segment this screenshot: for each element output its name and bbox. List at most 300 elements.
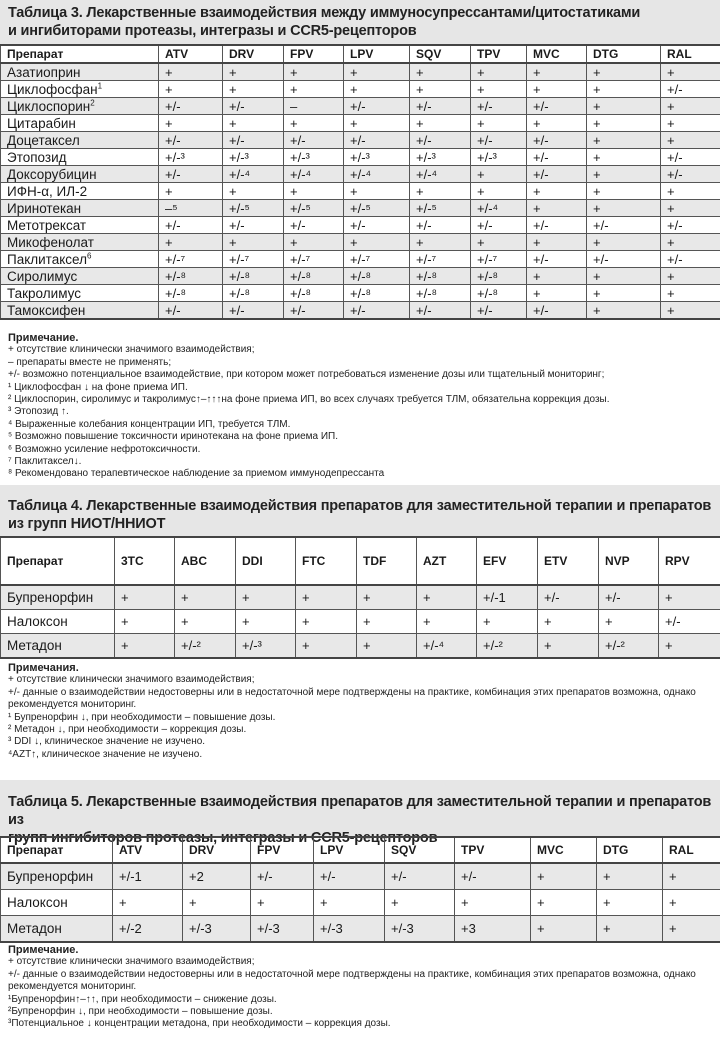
interaction-cell: + xyxy=(531,863,597,890)
table-row xyxy=(1,863,720,890)
note-line: ²Бупренорфин ↓, при необходимости – повышение дозы. xyxy=(8,1006,273,1018)
interaction-cell: + xyxy=(471,234,527,251)
table-row xyxy=(1,132,720,149)
interaction-cell: + xyxy=(175,585,236,610)
interaction-cell: +/- xyxy=(284,302,344,320)
interaction-cell: + xyxy=(527,183,587,200)
interaction-cell: +/-⁸ xyxy=(284,268,344,285)
column-header: TPV xyxy=(455,837,531,863)
interaction-cell: +/-⁸ xyxy=(471,268,527,285)
note-line: + отсутствие клинически значимого взаимодействия; xyxy=(8,956,255,968)
drug-name-cell xyxy=(1,285,159,302)
interaction-cell: +/- xyxy=(284,217,344,234)
interaction-cell: +2 xyxy=(183,863,251,890)
interaction-cell: + xyxy=(113,890,183,916)
interaction-cell: + xyxy=(455,890,531,916)
table-row xyxy=(1,63,720,81)
interaction-cell: + xyxy=(471,166,527,183)
interaction-cell: +/- xyxy=(527,98,587,115)
interaction-cell: +/- xyxy=(344,302,410,320)
interaction-cell: +/- xyxy=(661,166,720,183)
interaction-cell: + xyxy=(587,166,661,183)
interaction-cell: + xyxy=(223,115,284,132)
note-line: ¹Бупренорфин↑–↑↑, при необходимости – снижение дозы. xyxy=(8,993,277,1005)
interaction-cell: +/-³ xyxy=(284,149,344,166)
table4-notes-heading: Примечания. xyxy=(8,662,79,674)
drug-name-cell xyxy=(1,890,113,916)
interaction-cell: +/- xyxy=(471,98,527,115)
drug-name: Налоксон xyxy=(7,614,68,629)
interaction-cell: + xyxy=(661,234,720,251)
note-line: ⁸ Рекомендовано терапевтическое наблюдение за приемом иммунодепрессанта xyxy=(8,468,385,480)
interaction-cell: + xyxy=(357,585,417,610)
interaction-cell: +/- xyxy=(471,302,527,320)
interaction-cell: + xyxy=(344,115,410,132)
drug-name: Цитарабин xyxy=(7,115,76,131)
footnote-ref: 6 xyxy=(86,251,92,260)
drug-name-cell xyxy=(1,98,159,115)
interaction-cell: +/-⁷ xyxy=(344,251,410,268)
interaction-cell: +/-² xyxy=(477,634,538,659)
interaction-cell: + xyxy=(284,183,344,200)
interaction-cell: +/- xyxy=(659,610,720,634)
interaction-cell: + xyxy=(410,63,471,81)
table5-header-row xyxy=(1,837,720,863)
column-header: FPV xyxy=(284,45,344,63)
drug-name: Такролимус xyxy=(7,285,81,301)
interaction-cell: + xyxy=(410,183,471,200)
drug-name-cell xyxy=(1,251,159,268)
interaction-cell: + xyxy=(296,634,357,659)
interaction-cell: +/- xyxy=(284,132,344,149)
interaction-cell: +/-⁸ xyxy=(223,285,284,302)
interaction-cell: +/- xyxy=(344,217,410,234)
interaction-cell: +/- xyxy=(223,132,284,149)
note-line: +/- данные о взаимодействии недостоверны или в недостаточной мере подтверждены на практике, комбинация этих препаратов возможна, однако рекомендуется мониторинг. xyxy=(8,968,696,993)
interaction-cell: +/- xyxy=(527,217,587,234)
table4-title-line2: из групп НИОТ/ННИОТ xyxy=(8,516,166,532)
column-header: ATV xyxy=(159,45,223,63)
interaction-cell: +/-⁷ xyxy=(223,251,284,268)
interaction-cell: +/-⁸ xyxy=(159,268,223,285)
table5 xyxy=(0,836,720,943)
table3-title-band xyxy=(0,0,720,44)
table5-title-line2: групп ингибиторов протеазы, интегразы и CCR5-рецепторов xyxy=(8,830,438,846)
interaction-cell: +/- xyxy=(251,863,314,890)
note-line: – препараты вместе не применять; xyxy=(8,356,172,368)
column-header: FTC xyxy=(296,537,357,585)
table3-notes-heading: Примечание. xyxy=(8,332,79,344)
column-header: TDF xyxy=(357,537,417,585)
note-line: + отсутствие клинически значимого взаимодействия; xyxy=(8,344,255,356)
interaction-cell: +/- xyxy=(410,132,471,149)
interaction-cell: + xyxy=(471,183,527,200)
interaction-cell: + xyxy=(284,81,344,98)
interaction-cell: +/- xyxy=(661,217,720,234)
drug-name: Паклитаксел xyxy=(7,251,87,267)
interaction-cell: + xyxy=(531,890,597,916)
interaction-cell: +/-⁵ xyxy=(223,200,284,217)
interaction-cell: +/-⁴ xyxy=(410,166,471,183)
interaction-cell: + xyxy=(587,200,661,217)
interaction-cell: +/-3 xyxy=(385,916,455,943)
interaction-cell: + xyxy=(661,268,720,285)
interaction-cell: +/-³ xyxy=(159,149,223,166)
interaction-cell: +/-² xyxy=(599,634,659,659)
interaction-cell: +/-³ xyxy=(236,634,296,659)
interaction-cell: +/- xyxy=(527,132,587,149)
table-row xyxy=(1,890,720,916)
column-header: RPV xyxy=(659,537,720,585)
interaction-cell: +/- xyxy=(471,217,527,234)
column-header: DRV xyxy=(223,45,284,63)
interaction-cell: +/-⁴ xyxy=(284,166,344,183)
interaction-cell: +/- xyxy=(159,98,223,115)
table5-title-line1: Таблица 5. Лекарственные взаимодействия препаратов для заместительной терапии и препаратов из xyxy=(8,794,712,828)
interaction-cell: + xyxy=(597,890,663,916)
note-line: ¹ Бупренорфин ↓, при необходимости – повышение дозы. xyxy=(8,711,276,723)
interaction-cell: + xyxy=(471,81,527,98)
interaction-cell: + xyxy=(284,63,344,81)
interaction-cell: + xyxy=(284,234,344,251)
table4 xyxy=(0,536,720,659)
column-header: ETV xyxy=(538,537,599,585)
drug-name-cell xyxy=(1,200,159,217)
interaction-cell: + xyxy=(538,634,599,659)
interaction-cell: +/-3 xyxy=(314,916,385,943)
interaction-cell: –⁵ xyxy=(159,200,223,217)
drug-name-cell xyxy=(1,132,159,149)
column-header: TPV xyxy=(471,45,527,63)
interaction-cell: + xyxy=(115,585,175,610)
table4-header-row xyxy=(1,537,720,585)
interaction-cell: +/-³ xyxy=(344,149,410,166)
table4-title-band xyxy=(0,485,720,536)
table-row xyxy=(1,149,720,166)
interaction-cell: + xyxy=(314,890,385,916)
interaction-cell: +/-3 xyxy=(251,916,314,943)
drug-name-cell xyxy=(1,63,159,81)
drug-name-cell xyxy=(1,234,159,251)
interaction-cell: + xyxy=(223,81,284,98)
interaction-cell: +/- xyxy=(223,98,284,115)
drug-name-cell xyxy=(1,634,115,659)
note-line: ² Циклоспорин, сиролимус и такролимус↑–↑↑↑на фоне приема ИП, во всех случаях требуется ТЛМ, обязательна коррекция дозы. xyxy=(8,394,610,406)
interaction-cell: + xyxy=(587,302,661,320)
interaction-cell: +/- xyxy=(661,81,720,98)
drug-name-cell xyxy=(1,610,115,634)
interaction-cell: +/-⁴ xyxy=(344,166,410,183)
table3-title-line2: и ингибиторами протеазы, интегразы и CCR5-рецепторов xyxy=(8,23,417,39)
table-row xyxy=(1,217,720,234)
interaction-cell: +/- xyxy=(314,863,385,890)
interaction-cell: +/-⁸ xyxy=(410,285,471,302)
table-row xyxy=(1,916,720,943)
drug-name: Метадон xyxy=(7,921,62,936)
interaction-cell: + xyxy=(527,63,587,81)
interaction-cell: +/-⁸ xyxy=(159,285,223,302)
drug-name: Метотрексат xyxy=(7,217,87,233)
interaction-cell: + xyxy=(344,234,410,251)
interaction-cell: + xyxy=(527,268,587,285)
drug-name: Иринотекан xyxy=(7,200,82,216)
interaction-cell: + xyxy=(410,115,471,132)
drug-name: Метадон xyxy=(7,638,62,653)
interaction-cell: + xyxy=(659,585,720,610)
drug-name-cell xyxy=(1,149,159,166)
drug-name: Бупренорфин xyxy=(7,590,94,605)
table3-container xyxy=(0,44,720,320)
drug-name: Бупренорфин xyxy=(7,869,94,884)
interaction-cell: +/- xyxy=(159,302,223,320)
interaction-cell: +/-⁴ xyxy=(223,166,284,183)
interaction-cell: +/-1 xyxy=(477,585,538,610)
interaction-cell: + xyxy=(587,63,661,81)
interaction-cell: + xyxy=(417,610,477,634)
interaction-cell: + xyxy=(159,115,223,132)
interaction-cell: +/- xyxy=(344,98,410,115)
table3-header-row xyxy=(1,45,720,63)
interaction-cell: +/-⁷ xyxy=(159,251,223,268)
footnote-ref: 2 xyxy=(90,98,95,107)
table-row xyxy=(1,634,720,659)
interaction-cell: + xyxy=(223,183,284,200)
table4-notes xyxy=(0,662,720,761)
column-header: Препарат xyxy=(1,45,159,63)
interaction-cell: + xyxy=(527,81,587,98)
interaction-cell: +/-⁵ xyxy=(284,200,344,217)
note-line: ³ Этопозид ↑. xyxy=(8,406,69,418)
drug-name-cell xyxy=(1,115,159,132)
interaction-cell: + xyxy=(159,183,223,200)
column-header: MVC xyxy=(527,45,587,63)
interaction-cell: + xyxy=(417,585,477,610)
interaction-cell: +/-⁸ xyxy=(344,285,410,302)
interaction-cell: + xyxy=(587,183,661,200)
table-row xyxy=(1,585,720,610)
interaction-cell: +/-⁸ xyxy=(223,268,284,285)
interaction-cell: +/- xyxy=(159,132,223,149)
interaction-cell: +/-³ xyxy=(410,149,471,166)
interaction-cell: + xyxy=(159,234,223,251)
interaction-cell: + xyxy=(410,234,471,251)
drug-name-cell xyxy=(1,302,159,320)
interaction-cell: +/-⁷ xyxy=(471,251,527,268)
interaction-cell: + xyxy=(599,610,659,634)
interaction-cell: + xyxy=(296,610,357,634)
interaction-cell: + xyxy=(663,890,720,916)
interaction-cell: +/-⁷ xyxy=(284,251,344,268)
table5-notes xyxy=(0,944,720,1031)
interaction-cell: + xyxy=(159,81,223,98)
interaction-cell: + xyxy=(661,285,720,302)
interaction-cell: +/- xyxy=(344,132,410,149)
table-row xyxy=(1,285,720,302)
interaction-cell: + xyxy=(527,115,587,132)
note-line: ³Потенциальное ↓ концентрации метадона, при необходимости – коррекция дозы. xyxy=(8,1018,391,1030)
drug-name: Доцетаксел xyxy=(7,132,80,148)
table5-notes-heading: Примечание. xyxy=(8,944,79,956)
interaction-cell: +/- xyxy=(223,302,284,320)
table-row xyxy=(1,268,720,285)
interaction-cell: +/-³ xyxy=(223,149,284,166)
column-header: DTG xyxy=(587,45,661,63)
interaction-cell: +3 xyxy=(455,916,531,943)
drug-name-cell xyxy=(1,81,159,98)
interaction-cell: +/- xyxy=(223,217,284,234)
note-line: ⁷ Паклитаксел↓. xyxy=(8,456,82,468)
interaction-cell: + xyxy=(527,200,587,217)
interaction-cell: +/- xyxy=(587,251,661,268)
interaction-cell: +/- xyxy=(527,302,587,320)
drug-name: Этопозид xyxy=(7,149,67,165)
column-header: LPV xyxy=(344,45,410,63)
drug-name-cell xyxy=(1,585,115,610)
note-line: ⁶ Возможно усиление нефротоксичности. xyxy=(8,443,201,455)
interaction-cell: + xyxy=(183,890,251,916)
interaction-cell: + xyxy=(296,585,357,610)
interaction-cell: +/- xyxy=(410,98,471,115)
interaction-cell: +/- xyxy=(410,217,471,234)
interaction-cell: + xyxy=(471,63,527,81)
interaction-cell: +/-³ xyxy=(471,149,527,166)
table5-container xyxy=(0,836,720,943)
column-header: SQV xyxy=(410,45,471,63)
interaction-cell: +/-3 xyxy=(183,916,251,943)
interaction-cell: +/- xyxy=(527,149,587,166)
interaction-cell: + xyxy=(661,63,720,81)
table3 xyxy=(0,44,720,320)
interaction-cell: + xyxy=(115,634,175,659)
column-header: ATV xyxy=(113,837,183,863)
interaction-cell: +/-⁴ xyxy=(471,200,527,217)
interaction-cell: +/- xyxy=(527,251,587,268)
interaction-cell: + xyxy=(587,149,661,166)
drug-name: Микофенолат xyxy=(7,234,94,250)
interaction-cell: + xyxy=(251,890,314,916)
interaction-cell: + xyxy=(597,916,663,943)
interaction-cell: +/-⁴ xyxy=(417,634,477,659)
table-row xyxy=(1,234,720,251)
interaction-cell: +/-⁸ xyxy=(284,285,344,302)
interaction-cell: + xyxy=(477,610,538,634)
column-header: NVP xyxy=(599,537,659,585)
interaction-cell: +/-1 xyxy=(113,863,183,890)
interaction-cell: + xyxy=(587,234,661,251)
column-header: DDI xyxy=(236,537,296,585)
interaction-cell: + xyxy=(175,610,236,634)
interaction-cell: + xyxy=(236,585,296,610)
column-header: RAL xyxy=(663,837,720,863)
table-row xyxy=(1,98,720,115)
table3-notes xyxy=(0,332,720,481)
interaction-cell: +/- xyxy=(599,585,659,610)
interaction-cell: + xyxy=(587,115,661,132)
interaction-cell: +/-⁵ xyxy=(410,200,471,217)
interaction-cell: + xyxy=(357,610,417,634)
interaction-cell: + xyxy=(587,132,661,149)
column-header: Препарат xyxy=(1,537,115,585)
interaction-cell: + xyxy=(538,610,599,634)
table5-title-band xyxy=(0,780,720,846)
interaction-cell: +/- xyxy=(587,217,661,234)
interaction-cell: +/-2 xyxy=(113,916,183,943)
interaction-cell: + xyxy=(661,115,720,132)
column-header: MVC xyxy=(531,837,597,863)
interaction-cell: + xyxy=(410,81,471,98)
interaction-cell: +/- xyxy=(661,251,720,268)
table3-title-line1: Таблица 3. Лекарственные взаимодействия между иммуносупрессантами/цитостатиками xyxy=(8,5,641,21)
interaction-cell: + xyxy=(223,63,284,81)
column-header: FPV xyxy=(251,837,314,863)
interaction-cell: + xyxy=(357,634,417,659)
table-row xyxy=(1,302,720,320)
interaction-cell: + xyxy=(344,81,410,98)
interaction-cell: +/- xyxy=(527,166,587,183)
interaction-cell: + xyxy=(236,610,296,634)
drug-name-cell xyxy=(1,183,159,200)
note-line: ² Метадон ↓, при необходимости – коррекция дозы. xyxy=(8,724,247,736)
note-line: +/- данные о взаимодействии недостоверны или в недостаточной мере подтверждены на практике, комбинация этих препаратов возможна, однако рекомендуется мониторинг. xyxy=(8,686,696,711)
interaction-cell: – xyxy=(284,98,344,115)
interaction-cell: + xyxy=(663,863,720,890)
table4-container xyxy=(0,536,720,659)
interaction-cell: +/-⁸ xyxy=(410,268,471,285)
drug-name: Азатиоприн xyxy=(7,64,81,80)
interaction-cell: + xyxy=(159,63,223,81)
interaction-cell: + xyxy=(659,634,720,659)
interaction-cell: + xyxy=(385,890,455,916)
table-row xyxy=(1,200,720,217)
interaction-cell: + xyxy=(587,285,661,302)
column-header: ABC xyxy=(175,537,236,585)
column-header: DTG xyxy=(597,837,663,863)
drug-name: Циклофосфан xyxy=(7,81,98,97)
interaction-cell: + xyxy=(223,234,284,251)
interaction-cell: +/-⁵ xyxy=(344,200,410,217)
footnote-ref: 1 xyxy=(97,81,103,90)
interaction-cell: + xyxy=(661,98,720,115)
drug-name: Циклоспорин xyxy=(7,98,91,114)
interaction-cell: + xyxy=(597,863,663,890)
drug-name-cell xyxy=(1,217,159,234)
drug-name-cell xyxy=(1,916,113,943)
note-line: +/- возможно потенциальное взаимодействие, при котором может потребоваться изменение дозы или тщательный мониторинг; xyxy=(8,369,605,381)
column-header: EFV xyxy=(477,537,538,585)
drug-name-cell xyxy=(1,268,159,285)
interaction-cell: + xyxy=(527,285,587,302)
note-line: ⁵ Возможно повышение токсичности иринотекана на фоне приема ИП. xyxy=(8,431,339,443)
interaction-cell: + xyxy=(587,81,661,98)
interaction-cell: +/-⁷ xyxy=(410,251,471,268)
column-header: LPV xyxy=(314,837,385,863)
column-header: Препарат xyxy=(1,837,113,863)
interaction-cell: + xyxy=(344,63,410,81)
column-header: SQV xyxy=(385,837,455,863)
drug-name: Налоксон xyxy=(7,895,68,910)
drug-name: Тамоксифен xyxy=(7,302,86,318)
interaction-cell: +/- xyxy=(661,149,720,166)
interaction-cell: + xyxy=(661,302,720,320)
interaction-cell: +/- xyxy=(385,863,455,890)
table-row xyxy=(1,251,720,268)
note-line: ⁴ Выраженные колебания концентрации ИП, требуется ТЛМ. xyxy=(8,418,291,430)
interaction-cell: + xyxy=(531,916,597,943)
interaction-cell: +/- xyxy=(159,166,223,183)
column-header: DRV xyxy=(183,837,251,863)
interaction-cell: +/-² xyxy=(175,634,236,659)
column-header: AZT xyxy=(417,537,477,585)
